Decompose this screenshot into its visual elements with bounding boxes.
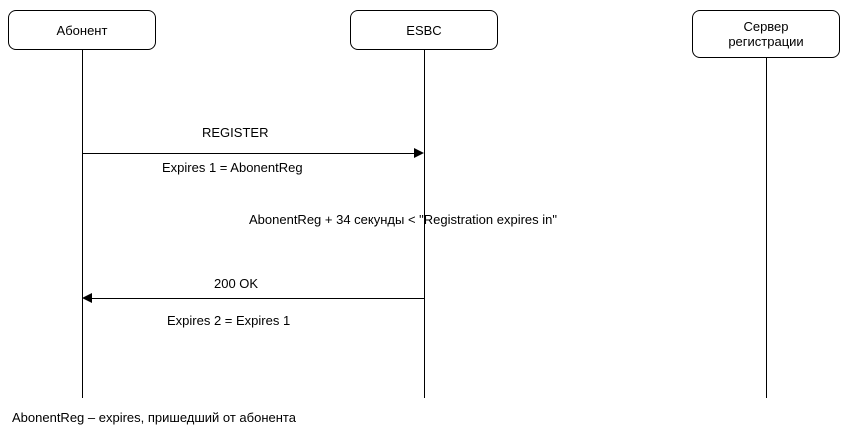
message-subtitle-200-ok: Expires 2 = Expires 1 [167, 313, 291, 328]
message-line-register [82, 153, 414, 154]
message-line-200-ok [92, 298, 424, 299]
message-title-register: REGISTER [202, 125, 269, 140]
lifeline-box-esbc [350, 10, 498, 50]
lifeline-line-abonent [82, 50, 83, 398]
lifeline-box-registration-server [692, 10, 840, 58]
message-title-200-ok: 200 OK [214, 276, 259, 291]
note-condition: AbonentReg + 34 секунды < "Registration expires in" [249, 212, 558, 227]
lifeline-line-registration-server [766, 58, 767, 398]
arrow-left-icon-200-ok [82, 293, 92, 303]
arrow-right-icon-register [414, 148, 424, 158]
lifeline-box-abonent [8, 10, 156, 50]
lifeline-label-registration-server-line1: Сервер [743, 19, 789, 34]
lifeline-label-abonent: Абонент [56, 22, 108, 38]
footnote-abonentreg-definition: AbonentReg – expires, пришедший от абонента [12, 410, 296, 425]
lifeline-label-esbc: ESBC [406, 22, 442, 38]
message-subtitle-register: Expires 1 = AbonentReg [162, 160, 303, 175]
lifeline-label-registration-server-line2: регистрации [728, 34, 804, 49]
